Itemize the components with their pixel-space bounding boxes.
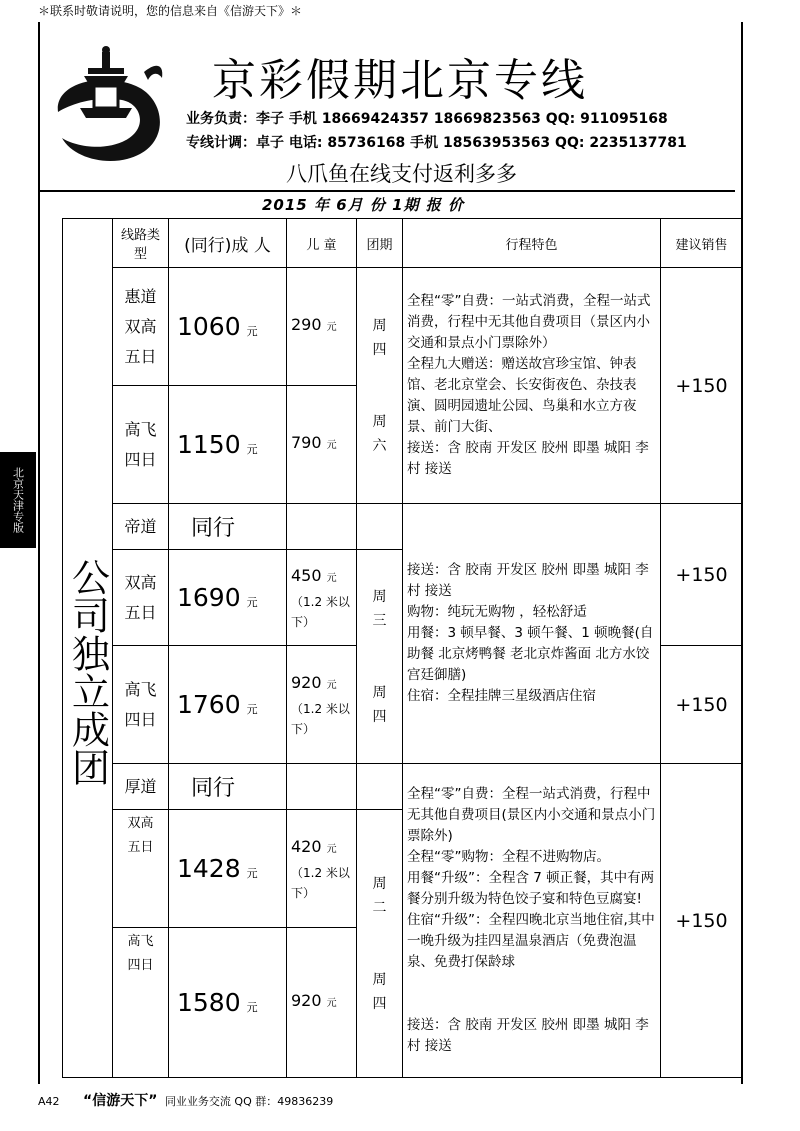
contact-line-1: 业务负责：李子 手机 18669424357 18669823563 QQ: 911095168 (186, 111, 668, 127)
slogan: 八爪鱼在线支付返利多多 (286, 162, 517, 186)
suggest-cell: +150 (661, 646, 743, 764)
peer-label: 同行 (169, 764, 287, 810)
company-label: 公司独立成团 (63, 268, 113, 1078)
header-features: 行程特色 (403, 219, 661, 268)
features-cell: 接送：含 胶南 开发区 胶州 即墨 城阳 李村 接送 购物：纯玩无购物 ，轻松舒适 用餐：3 顿早餐、3 顿午餐、1 顿晚餐(自助餐 北京烤鸭餐 老北京炸酱面 北方水饺 宫廷御膳) 住宿：全程挂牌三星级酒店住宿 (403, 504, 661, 764)
adult-price-cell: 1690 元 (169, 550, 287, 646)
header-child: 儿 童 (287, 219, 357, 268)
route-cell: 高飞 四日 (113, 646, 169, 764)
top-note: ＊联系时敬请说明，您的信息来自《信游天下》＊ (38, 4, 303, 18)
route-cell: 双高 五日 (113, 810, 169, 928)
features-cell: 全程“零”自费：全程一站式消费，行程中无其他自费项目(景区内小交通和景点小门票除外) 全程“零”购物：全程不进购物店。 用餐“升级”：全程含 7 顿正餐，其中有两餐分别升级为特色饺子宴和特色豆腐宴! 住宿“升级”：全程四晚北京当地住宿,其中一晚升级为挂四星温泉酒店（免费泡温泉、免费打保龄球 接送：含 胶南 开发区 胶州 即墨 城阳 李村 接送 (403, 764, 661, 1078)
side-tab: 北京天津专版 (0, 452, 36, 548)
issue-label: 2015 年 6月 份 1期 报 价 (262, 196, 464, 214)
frame-left-border (38, 22, 40, 1084)
group-dates-cell: 周 二 周 四 (357, 810, 403, 1078)
header-divider (40, 190, 735, 192)
footer-text: 同业业务交流 QQ 群：49836239 (164, 1095, 334, 1108)
header-route-type: 线路类型 (113, 219, 169, 268)
price-table (62, 218, 743, 1078)
footer-brand: “信游天下” (83, 1093, 158, 1109)
adult-price-cell: 1428 元 (169, 810, 287, 928)
adult-price-cell: 1580 元 (169, 928, 287, 1078)
suggest-cell: +150 (661, 268, 743, 504)
child-price-cell: 790 元 (287, 386, 357, 504)
header-group: 团期 (357, 219, 403, 268)
child-price-cell: 920 元 （1.2 米以下） (287, 646, 357, 764)
suggest-cell: +150 (661, 764, 743, 1078)
page-title: 京彩假期北京专线 (212, 55, 588, 106)
group-dates-cell: 周 四 周 六 (357, 268, 403, 504)
route-cell: 高飞 四日 (113, 386, 169, 504)
adult-price-cell: 1150 元 (169, 386, 287, 504)
child-price-cell: 290 元 (287, 268, 357, 386)
table-row (63, 268, 743, 386)
table-header-row (63, 219, 743, 268)
adult-price-cell: 1760 元 (169, 646, 287, 764)
route-cell: 高飞 四日 (113, 928, 169, 1078)
route-cell: 双高 五日 (113, 550, 169, 646)
header-suggest: 建议销售 (661, 219, 743, 268)
footer (38, 1090, 333, 1110)
table-row (63, 764, 743, 810)
page-number: A42 (38, 1095, 60, 1108)
features-cell: 全程“零”自费：一站式消费，全程一站式消费，行程中无其他自费项目（景区内小交通和景点小门票除外） 全程九大赠送：赠送故宫珍宝馆、钟表馆、老北京堂会、长安街夜色、杂技表演、圆明园遗址公园、鸟巢和水立方夜景、前门大街、 接送：含 胶南 开发区 胶州 即墨 城阳 李村 接送 (403, 268, 661, 504)
adult-price-cell: 1060 元 (169, 268, 287, 386)
child-price-cell: 450 元 （1.2 米以下） (287, 550, 357, 646)
route-cell: 帝道 (113, 504, 169, 550)
child-price-cell: 420 元 （1.2 米以下） (287, 810, 357, 928)
temple-logo-icon (44, 42, 172, 170)
suggest-cell: +150 (661, 504, 743, 646)
header-adult: (同行)成 人 (169, 219, 287, 268)
table-row (63, 504, 743, 550)
peer-label: 同行 (169, 504, 287, 550)
child-price-cell: 920 元 (287, 928, 357, 1078)
group-dates-cell: 周 三 周 四 (357, 550, 403, 764)
route-cell: 厚道 (113, 764, 169, 810)
route-cell: 惠道 双高 五日 (113, 268, 169, 386)
contact-line-2: 专线计调：卓子 电话: 85736168 手机 18563953563 QQ: 2235137781 (186, 135, 687, 151)
